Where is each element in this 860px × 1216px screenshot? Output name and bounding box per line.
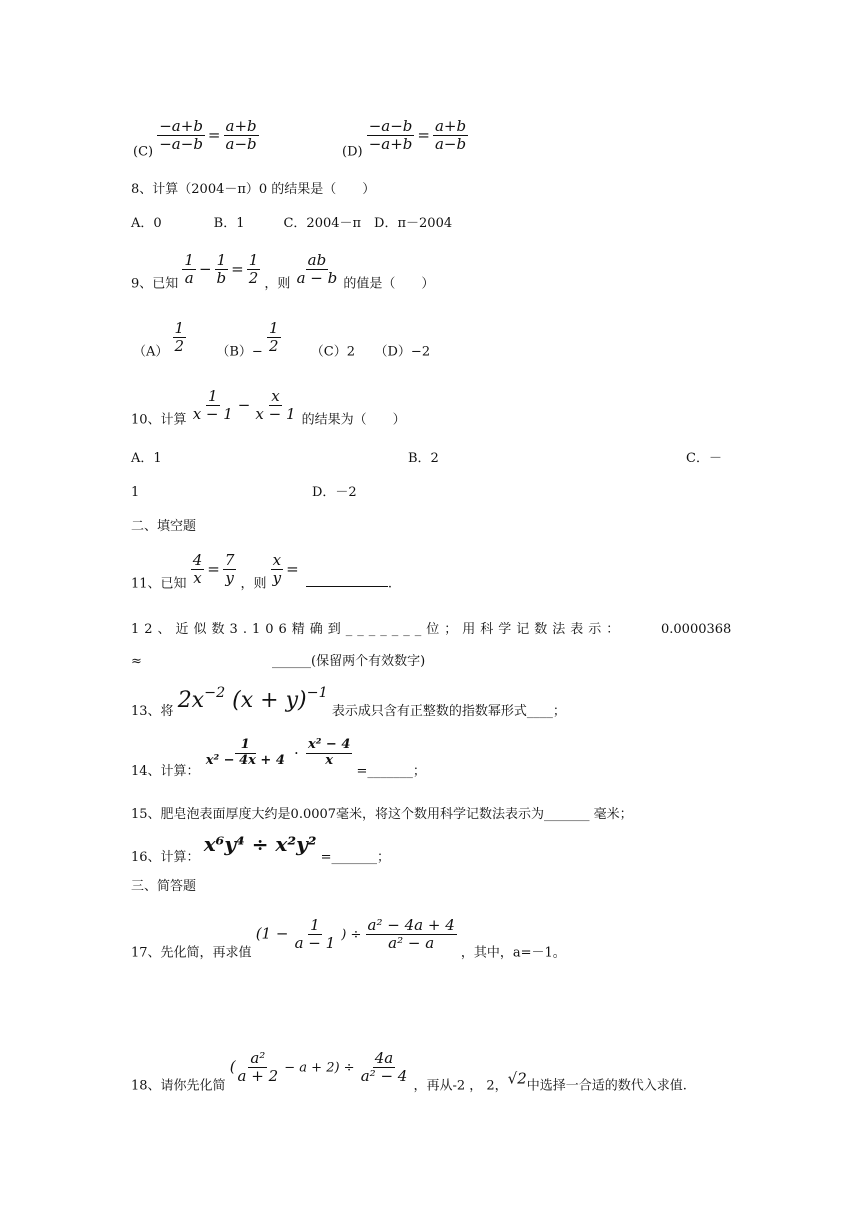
question-13: 13、将 $2x^{-2}$ $(x + y)^{-1}$ 表示成只含有正整数的指数幂形式____； [131,685,566,719]
question-12-line-2: ______(保留两个有效数字) [272,654,426,669]
question-15: 15、肥皂泡表面厚度大约是0.0007毫米，将这个数用科学记数法表示为_______ 毫米； [131,807,633,822]
option-c-label: (C) [133,144,154,160]
question-9-options: （A） $\frac{1}{2}$ （B）− $\frac{1}{2}$ （C）2 （D）−2 [133,319,431,360]
q18-fraction-2: $\frac{4a}{\text{a² − 4}}$ [360,1049,408,1086]
q9-option-a-fraction: $\frac{1}{2}$ [174,319,185,356]
q9-fraction-3: $\frac{1}{2}$ [248,251,259,288]
q18-fraction-1: $\frac{\text{a²}}{a + 2}$ [237,1049,279,1086]
option-d-left-fraction: $\frac{-a-b}{-a+b}$ [368,117,413,154]
option-c-right-fraction: $\frac{a+b}{a-b}$ [225,117,257,154]
question-14: 14、计算： $\frac{1}{\text{x² − 4x + 4}}$ · $\frac{\text{x² − 4}}{x}$ =_______； [131,737,426,779]
question-12-number: 0.0000368 [661,622,732,637]
q11-fraction-1: $\frac{4}{x}$ [192,551,203,588]
question-18: 18、请你先化简 ( $\frac{\text{a²}}{a + 2}$ − a + 2) ÷ $\frac{4a}{\text{a² − 4}}$ ，再从-2 ， 2，√2中选择一合适的数代入求值. [131,1049,687,1094]
q10-fraction-2: $\frac{x}{x - 1}$ [255,387,296,424]
q11-fraction-3: $\frac{x}{y}$ [272,551,282,588]
sqrt-two: √2 [507,1069,527,1088]
q9-fraction-1: $\frac{1}{a}$ [184,251,194,288]
q16-expression: x⁶y⁴ ÷ x²y² [203,832,317,856]
question-12-approx: ≈ [131,654,142,669]
q14-fraction-1: $\frac{1}{\text{x² − 4x + 4}}$ [205,737,285,768]
q10-option-d: D．－2 [312,485,357,500]
q9-fraction-2: $\frac{1}{b}$ [216,251,227,288]
question-11: 11、已知 $\frac{4}{x}$ = $\frac{7}{y}$ ，则 $\frac{x}{y}$ = . [131,551,392,592]
question-12-line-1: 12、近似数3.106精确到_______位；用科学记数法表示： [131,622,625,637]
q10-option-a: A．1 [131,451,162,466]
option-c: (C) $\frac{-a+b}{-a-b}$ = $\frac{a+b}{a-b}$ [133,117,257,160]
q10-option-c-continued: 1 [131,485,140,500]
question-16: 16、计算： x⁶y⁴ ÷ x²y² =_______； [131,832,391,865]
q9-option-b-fraction: $\frac{1}{2}$ [268,319,279,356]
q17-fraction-1: $\frac{1}{a - 1}$ [294,916,336,953]
q11-answer-blank[interactable] [306,586,388,587]
section-3-heading: 三、简答题 [131,879,197,894]
q14-fraction-2: $\frac{\text{x² − 4}}{x}$ [307,737,351,768]
option-d-label: (D) [342,144,363,160]
question-9: 9、已知 $\frac{1}{a}$ − $\frac{1}{b}$ = $\frac{1}{2}$ ，则 $\frac{ab}{a - b}$ 的值是（ ） [131,251,435,292]
section-2-heading: 二、填空题 [131,519,197,534]
option-d-right-fraction: $\frac{a+b}{a-b}$ [434,117,467,154]
q10-fraction-1: $\frac{1}{x - 1}$ [192,387,233,424]
question-10: 10、计算 $\frac{1}{x - 1}$ − $\frac{x}{x - 1}$ 的结果为（ ） [131,387,406,428]
question-8: 8、计算（2004－π）0 的结果是（ ） [131,182,376,197]
q17-fraction-2: $\frac{\text{a² − 4a + 4}}{\text{a² − a}}$ [367,916,455,953]
q10-option-c: C．－ [686,451,722,466]
option-d: (D) $\frac{-a-b}{-a+b}$ = $\frac{a+b}{a-b}$ [342,117,467,160]
q10-option-b: B．2 [408,451,439,466]
q9-fraction-4: $\frac{ab}{a - b}$ [296,251,338,288]
question-17: 17、先化简，再求值 (1 − $\frac{1}{a - 1}$ ) ÷ $\frac{\text{a² − 4a + 4}}{\text{a² − a}}$ ，其中，a=－1。 [131,916,566,961]
question-8-options: A．0 B．1 C．2004－π D．π－2004 [131,216,453,231]
q11-fraction-2: $\frac{7}{y}$ [224,551,235,588]
option-c-left-fraction: $\frac{-a+b}{-a-b}$ [159,117,203,154]
q13-expression: $2x^{-2}$ $(x + y)^{-1}$ [177,685,328,713]
